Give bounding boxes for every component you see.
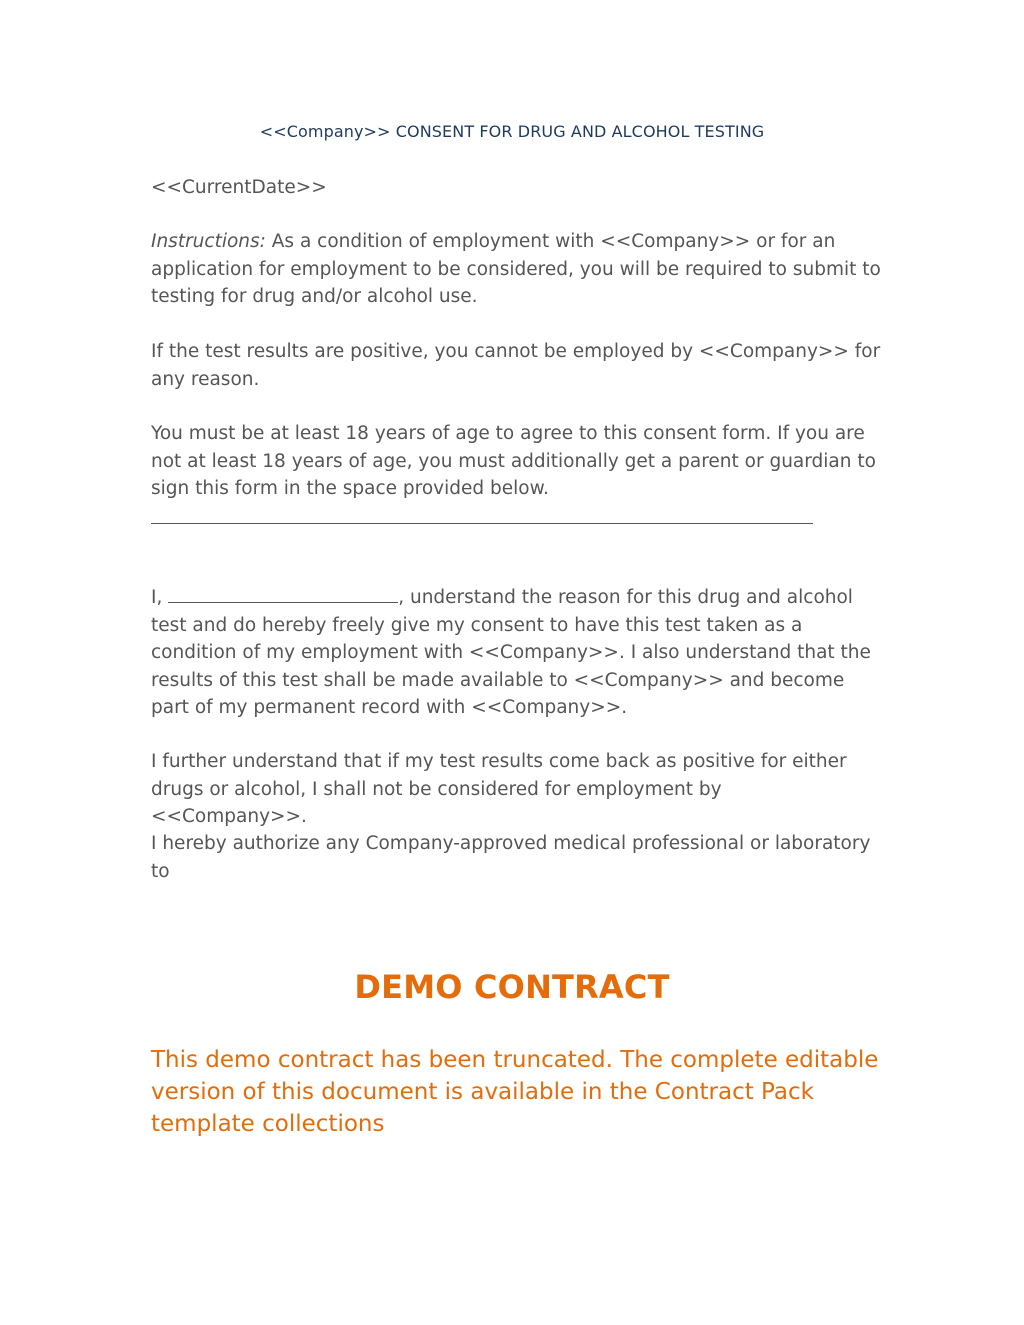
authorization-paragraph: I hereby authorize any Company-approved medical professional or laboratory to [151, 833, 871, 882]
instructions-paragraph [151, 228, 881, 311]
demo-contract-heading: DEMO CONTRACT [354, 968, 670, 1006]
consent-text: , understand the reason for this drug and alcohol test and do hereby freely give my consent to have this test taken as a condition of my employment with <<Company>>. I also understand that the results of this test shall be made available to <<Company>> and become part of my permanent record with <<Company>>. [151, 587, 871, 718]
name-blank-field[interactable] [168, 584, 398, 603]
section-divider [151, 523, 813, 524]
consent-paragraph [151, 584, 881, 722]
age-requirement-paragraph: You must be at least 18 years of age to agree to this consent form. If you are not at least 18 years of age, you must additionally get a parent or guardian to sign this form in the space provided below. [151, 423, 876, 499]
current-date: <<CurrentDate>> [151, 177, 327, 198]
positive-result-paragraph: If the test results are positive, you cannot be employed by <<Company>> for any reason. [151, 341, 881, 390]
demo-truncation-note: This demo contract has been truncated. The complete editable version of this document is available in the Contract Pack template collections [151, 1047, 879, 1137]
further-understanding-paragraph: I further understand that if my test results come back as positive for either drugs or alcohol, I shall not be considered for employment by <<Company>>. [151, 751, 847, 827]
instructions-text: As a condition of employment with <<Company>> or for an application for employment to be considered, you will be required to submit to testing for drug and/or alcohol use. [151, 231, 881, 307]
instructions-label: Instructions: [151, 231, 266, 252]
consent-prefix: I, [151, 587, 169, 608]
document-title: <<Company>> CONSENT FOR DRUG AND ALCOHOL TESTING [259, 122, 765, 141]
